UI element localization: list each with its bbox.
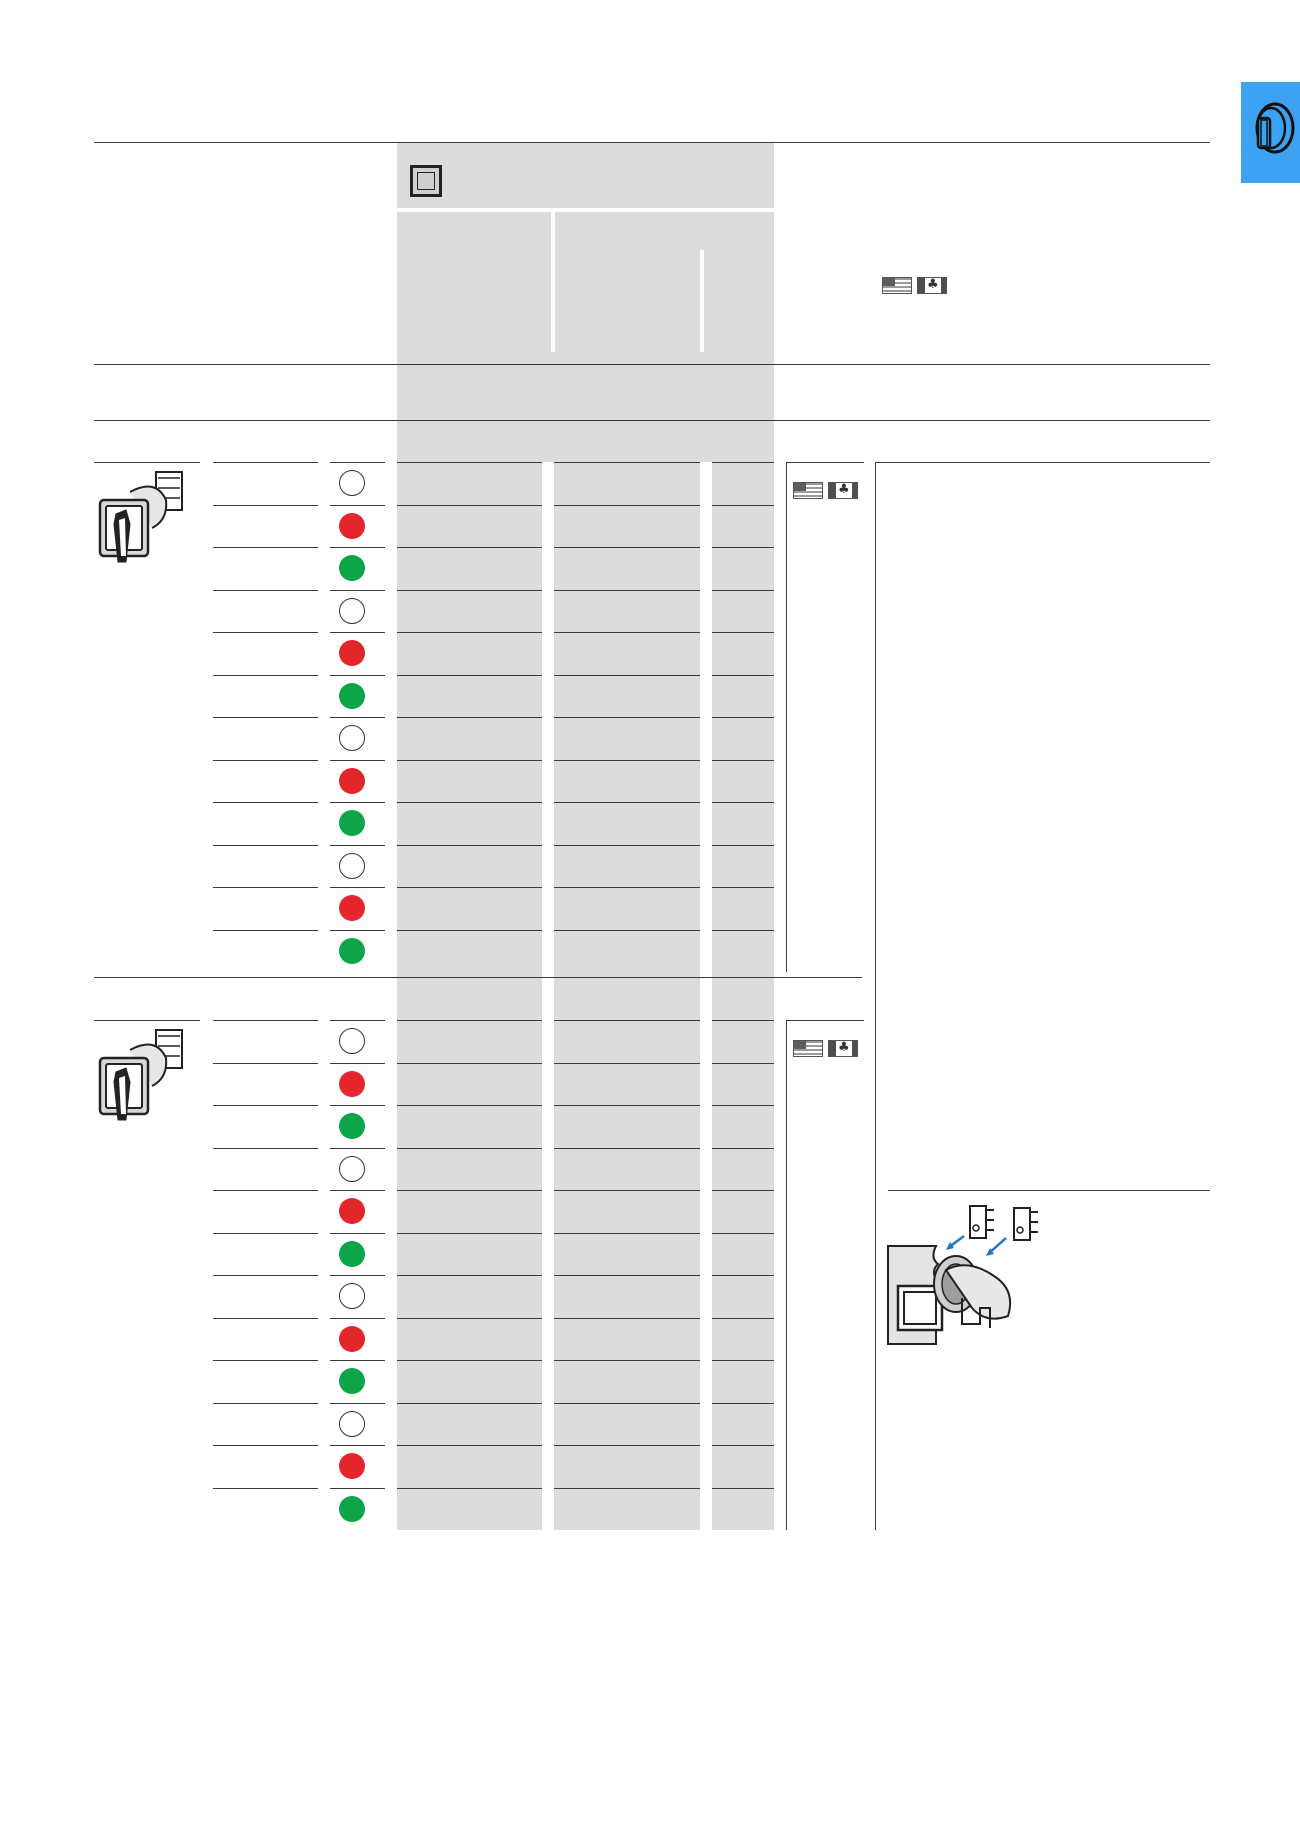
row-rule <box>330 1105 385 1106</box>
row-rule <box>554 717 700 718</box>
row-rule <box>712 675 774 676</box>
row-rule <box>712 1360 774 1361</box>
row-rule <box>330 1190 385 1191</box>
row-rule <box>712 1020 774 1021</box>
gray-column-band <box>397 142 774 1530</box>
row-rule <box>397 1360 542 1361</box>
row-rule <box>554 1488 700 1489</box>
indicator-green-dot <box>339 1368 365 1394</box>
indicator-green-dot <box>339 555 365 581</box>
row-rule <box>397 1105 542 1106</box>
row-rule <box>712 632 774 633</box>
row-rule <box>397 675 542 676</box>
us-flag-icon <box>882 277 912 294</box>
row-rule <box>213 1403 318 1404</box>
section-rule <box>94 1020 200 1021</box>
row-rule <box>397 590 542 591</box>
notes-rule <box>876 462 1210 463</box>
row-rule <box>330 1445 385 1446</box>
indicator-red-dot <box>339 895 365 921</box>
row-rule <box>213 1105 318 1106</box>
row-rule <box>554 1318 700 1319</box>
row-rule <box>397 1063 542 1064</box>
row-rule <box>330 632 385 633</box>
row-rule <box>554 760 700 761</box>
row-rule <box>397 845 542 846</box>
indicator-white-dot <box>339 725 365 751</box>
row-rule <box>554 632 700 633</box>
row-rule <box>554 1105 700 1106</box>
approval-column-line <box>786 462 787 972</box>
row-rule <box>330 1360 385 1361</box>
row-rule <box>213 930 318 931</box>
canada-flag-icon <box>828 482 858 499</box>
row-rule <box>213 1318 318 1319</box>
row-rule <box>554 505 700 506</box>
row-rule <box>397 632 542 633</box>
square-marking-icon <box>410 165 442 197</box>
row-rule <box>554 1403 700 1404</box>
indicator-green-dot <box>339 810 365 836</box>
row-rule <box>712 1275 774 1276</box>
row-rule <box>213 462 318 463</box>
row-rule <box>397 1020 542 1021</box>
row-rule <box>554 1233 700 1234</box>
row-rule <box>397 1275 542 1276</box>
row-rule <box>712 1403 774 1404</box>
section-rule <box>94 462 200 463</box>
row-rule <box>330 887 385 888</box>
indicator-red-dot <box>339 1198 365 1224</box>
approval-column-line <box>786 1020 787 1530</box>
row-rule <box>554 590 700 591</box>
row-rule <box>213 1275 318 1276</box>
row-rule <box>213 547 318 548</box>
row-rule <box>330 1148 385 1149</box>
row-rule <box>712 547 774 548</box>
row-rule <box>554 845 700 846</box>
row-rule <box>712 505 774 506</box>
indicator-red-dot <box>339 768 365 794</box>
row-rule <box>554 930 700 931</box>
selector-switch-icon <box>1245 98 1297 158</box>
row-rule <box>213 1360 318 1361</box>
indicator-red-dot <box>339 1071 365 1097</box>
mounting-rule <box>888 1190 1210 1191</box>
row-rule <box>712 462 774 463</box>
row-rule <box>712 845 774 846</box>
row-rule <box>397 1233 542 1234</box>
row-rule <box>554 1360 700 1361</box>
canada-flag-icon <box>917 277 947 294</box>
mounting-diagram-icon <box>886 1198 1046 1348</box>
row-rule <box>712 887 774 888</box>
column-gap <box>542 462 554 1530</box>
row-rule <box>330 590 385 591</box>
row-rule <box>330 845 385 846</box>
row-rule <box>397 930 542 931</box>
row-rule <box>554 887 700 888</box>
indicator-red-dot <box>339 513 365 539</box>
section-rule <box>786 462 864 463</box>
row-rule <box>213 632 318 633</box>
indicator-white-dot <box>339 853 365 879</box>
row-rule <box>712 1488 774 1489</box>
row-rule <box>330 1063 385 1064</box>
row-rule <box>712 1445 774 1446</box>
key-selector-switch-icon <box>96 1028 186 1128</box>
row-rule <box>712 802 774 803</box>
us-flag-icon <box>793 1040 823 1057</box>
row-rule <box>397 1445 542 1446</box>
indicator-green-dot <box>339 1113 365 1139</box>
row-rule <box>330 1403 385 1404</box>
indicator-white-dot <box>339 1283 365 1309</box>
row-rule <box>213 675 318 676</box>
us-flag-icon <box>793 482 823 499</box>
row-rule <box>397 505 542 506</box>
row-rule <box>330 1233 385 1234</box>
indicator-green-dot <box>339 938 365 964</box>
row-rule <box>712 1233 774 1234</box>
row-rule <box>330 1488 385 1489</box>
row-rule <box>213 760 318 761</box>
indicator-white-dot <box>339 470 365 496</box>
indicator-white-dot <box>339 598 365 624</box>
row-rule <box>213 590 318 591</box>
row-rule <box>712 1318 774 1319</box>
indicator-red-dot <box>339 640 365 666</box>
section-tab-marker[interactable] <box>1241 82 1300 183</box>
row-rule <box>330 930 385 931</box>
row-rule <box>397 802 542 803</box>
row-rule <box>712 590 774 591</box>
row-rule <box>213 505 318 506</box>
row-rule <box>712 1190 774 1191</box>
row-rule <box>397 547 542 548</box>
header-gap <box>551 212 555 352</box>
indicator-red-dot <box>339 1326 365 1352</box>
row-rule <box>330 802 385 803</box>
row-rule <box>554 1275 700 1276</box>
row-rule <box>330 462 385 463</box>
notes-column-line <box>875 462 876 1530</box>
indicator-green-dot <box>339 1496 365 1522</box>
indicator-white-dot <box>339 1028 365 1054</box>
row-rule <box>397 1403 542 1404</box>
row-rule <box>554 462 700 463</box>
row-rule <box>554 675 700 676</box>
row-rule <box>213 1148 318 1149</box>
indicator-white-dot <box>339 1156 365 1182</box>
row-rule <box>213 1190 318 1191</box>
section-rule <box>786 1020 864 1021</box>
row-rule <box>330 1275 385 1276</box>
row-rule <box>712 1063 774 1064</box>
row-rule <box>554 547 700 548</box>
row-rule <box>397 1148 542 1149</box>
row-rule <box>330 547 385 548</box>
row-rule <box>554 1148 700 1149</box>
row-rule <box>213 845 318 846</box>
row-rule <box>330 1020 385 1021</box>
row-rule <box>712 1105 774 1106</box>
row-rule <box>213 1063 318 1064</box>
row-rule <box>554 1063 700 1064</box>
row-rule <box>397 1488 542 1489</box>
indicator-green-dot <box>339 1241 365 1267</box>
row-rule <box>213 1020 318 1021</box>
row-rule <box>554 1190 700 1191</box>
row-rule <box>330 675 385 676</box>
canada-flag-icon <box>828 1040 858 1057</box>
header-gap <box>700 250 704 352</box>
row-rule <box>554 1020 700 1021</box>
row-rule <box>712 1148 774 1149</box>
row-rule <box>330 760 385 761</box>
row-rule <box>397 1190 542 1191</box>
row-rule <box>712 717 774 718</box>
row-rule <box>397 887 542 888</box>
row-rule <box>213 1445 318 1446</box>
row-rule <box>712 930 774 931</box>
row-rule <box>213 1233 318 1234</box>
section-divider <box>94 977 862 978</box>
row-rule <box>397 760 542 761</box>
row-rule <box>712 760 774 761</box>
top-rule <box>94 142 1210 143</box>
row-rule <box>213 1488 318 1489</box>
row-rule <box>213 887 318 888</box>
row-rule <box>397 462 542 463</box>
header-rule <box>94 364 1210 365</box>
indicator-green-dot <box>339 683 365 709</box>
row-rule <box>397 717 542 718</box>
indicator-white-dot <box>339 1411 365 1437</box>
subheader-rule <box>94 420 1210 421</box>
row-rule <box>554 1445 700 1446</box>
row-rule <box>213 802 318 803</box>
header-gap <box>397 208 774 212</box>
row-rule <box>330 505 385 506</box>
row-rule <box>330 1318 385 1319</box>
row-rule <box>213 717 318 718</box>
row-rule <box>554 802 700 803</box>
row-rule <box>330 717 385 718</box>
column-gap <box>700 462 712 1530</box>
row-rule <box>397 1318 542 1319</box>
key-selector-switch-icon <box>96 470 186 570</box>
indicator-red-dot <box>339 1453 365 1479</box>
